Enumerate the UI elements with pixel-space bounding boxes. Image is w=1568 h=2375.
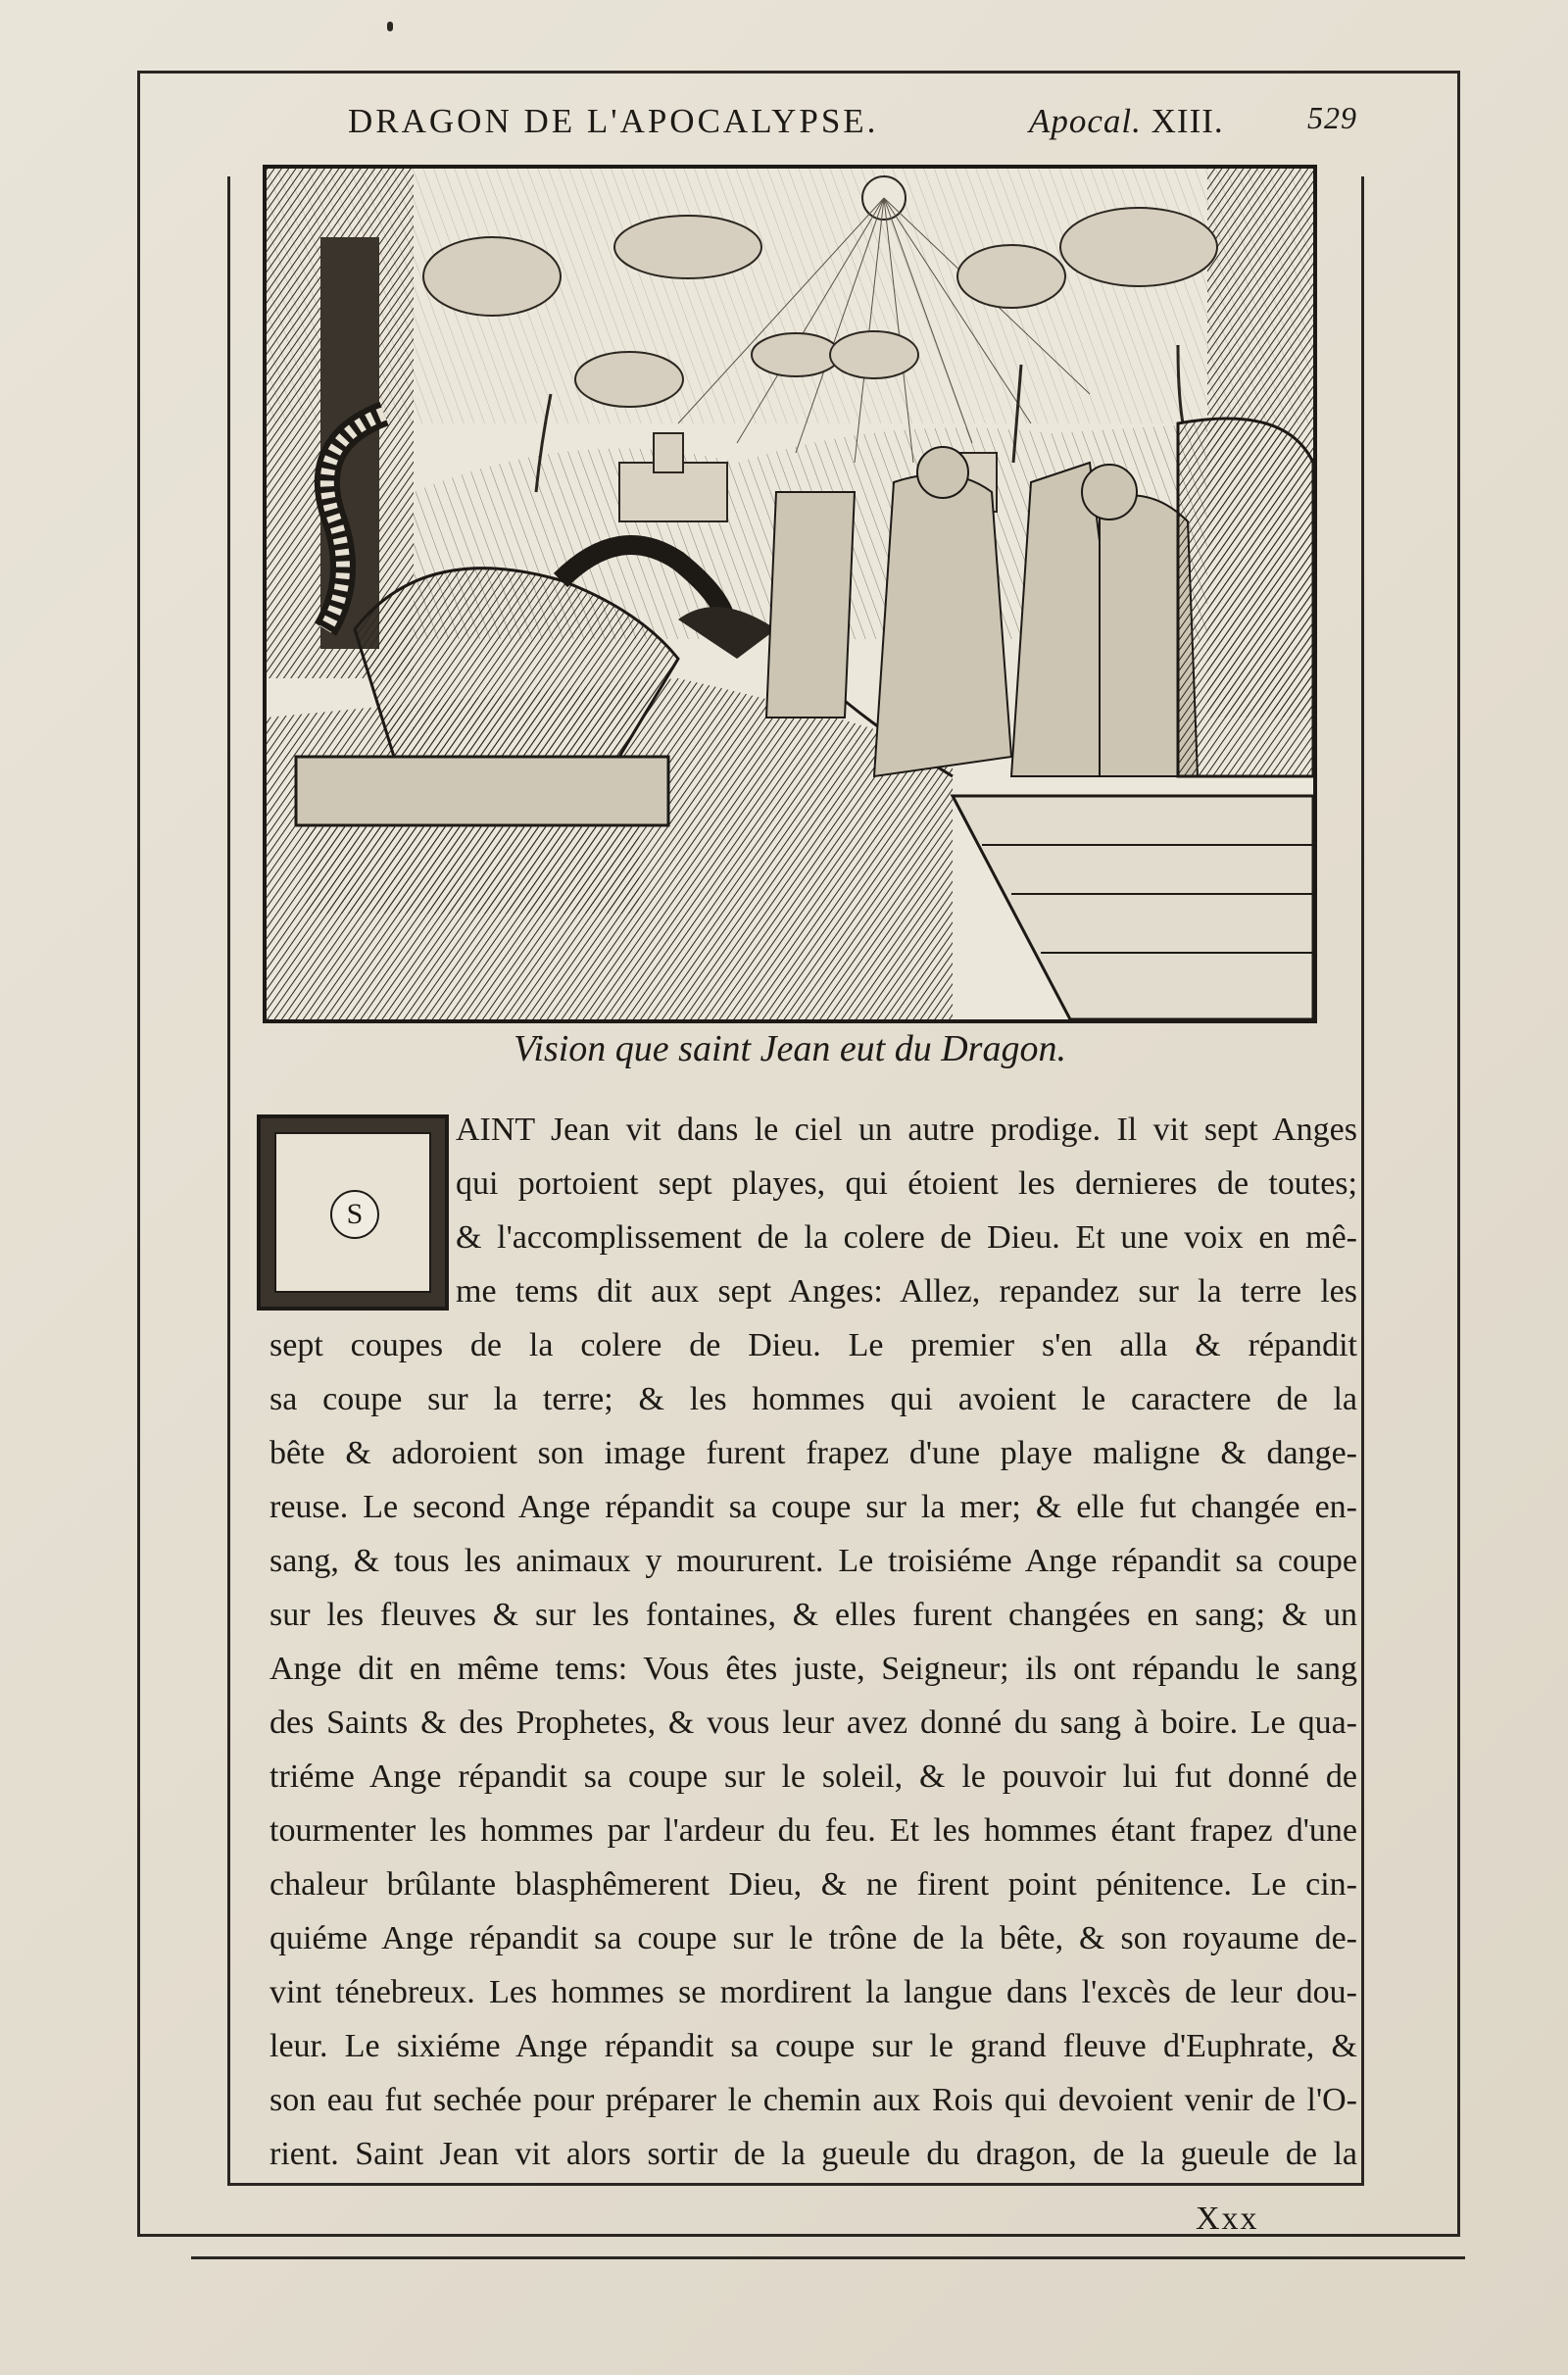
running-head-title: DRAGON DE L'APOCALYPSE. — [348, 102, 879, 140]
signature-mark: Xxx — [1196, 2201, 1259, 2237]
text-line: sept coupes de la colere de Dieu. Le premier s'en alla & répandit — [270, 1327, 1357, 1363]
text-line: & l'accomplissement de la colere de Dieu. Et une voix en mê- — [456, 1219, 1357, 1256]
chapter-reference — [1029, 102, 1224, 141]
text-line: rient. Saint Jean vit alors sortir de la gueule du dragon, de la gueule de la — [270, 2136, 1357, 2172]
text-line: chaleur brûlante blasphêmerent Dieu, & ne firent point pénitence. Le cin- — [270, 1866, 1357, 1903]
text-line: qui portoient sept playes, qui étoient les dernieres de toutes; — [456, 1165, 1357, 1202]
running-head — [348, 96, 1367, 155]
text-line: leur. Le sixiéme Ange répandit sa coupe sur le grand fleuve d'Euphrate, & — [270, 2028, 1357, 2064]
text-line: vint ténebreux. Les hommes se mordirent la langue dans l'excès de leur dou- — [270, 1974, 1357, 2010]
text-line: Ange dit en même tems: Vous êtes juste, Seigneur; ils ont répandu le sang — [270, 1651, 1357, 1687]
text-line: quiéme Ange répandit sa coupe sur le trône de la bête, & son royaume de- — [270, 1920, 1357, 1956]
text-line: reuse. Le second Ange répandit sa coupe sur la mer; & elle fut changée en- — [270, 1489, 1357, 1525]
engraving-illustration — [263, 165, 1317, 1023]
text-line: son eau fut sechée pour préparer le chemin aux Rois qui devoient venir de l'O- — [270, 2082, 1357, 2118]
text-line: triéme Ange répandit sa coupe sur le soleil, & le pouvoir lui fut donné de — [270, 1758, 1357, 1795]
text-line: bête & adoroient son image furent frapez d'une playe maligne & dange- — [270, 1435, 1357, 1471]
text-line: des Saints & des Prophetes, & vous leur avez donné du sang à boire. Le qua- — [270, 1705, 1357, 1741]
reference-chapter: XIII. — [1151, 102, 1224, 140]
text-line: sang, & tous les animaux y moururent. Le troisiéme Ange répandit sa coupe — [270, 1543, 1357, 1579]
body-text — [270, 1103, 1357, 2191]
text-line: me tems dit aux sept Anges: Allez, repandez sur la terre les — [456, 1273, 1357, 1310]
page-number: 529 — [1307, 100, 1357, 135]
illustration-caption: Vision que saint Jean eut du Dragon. — [514, 1028, 1066, 1069]
text-line: AINT Jean vit dans le ciel un autre prodige. Il vit sept Anges — [456, 1112, 1357, 1148]
text-line: sur les fleuves & sur les fontaines, & elles furent changées en sang; & un — [270, 1597, 1357, 1633]
bottom-rule — [191, 2256, 1465, 2259]
initial-letter: S — [330, 1190, 379, 1239]
ink-speck — [387, 22, 393, 31]
engraving-scene — [267, 169, 1313, 1019]
reference-abbr: Apocal. — [1029, 102, 1142, 140]
text-line: tourmenter les hommes par l'ardeur du feu. Et les hommes étant frapez d'une — [270, 1812, 1357, 1849]
text-line: sa coupe sur la terre; & les hommes qui avoient le caractere de la — [270, 1381, 1357, 1417]
